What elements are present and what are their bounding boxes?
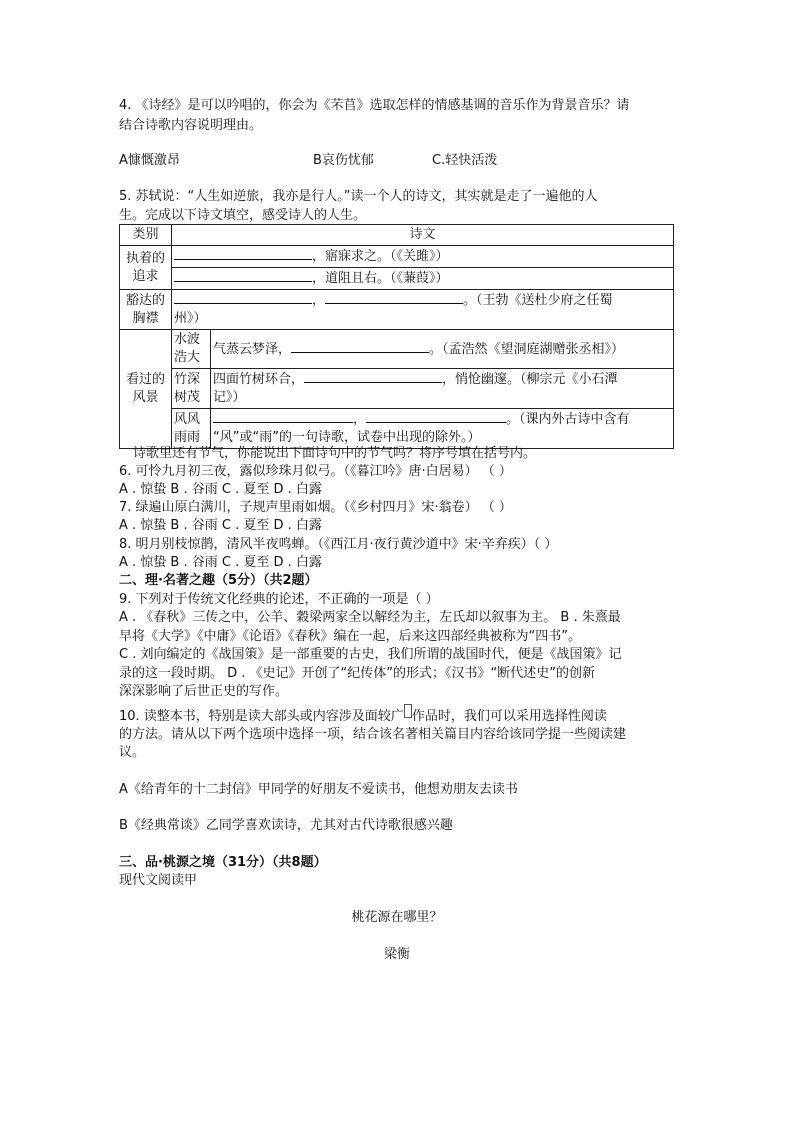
blank-7[interactable] xyxy=(213,410,353,423)
q4-line2: 结合诗歌内容说明理由。 xyxy=(119,118,263,133)
q10-line3: 议。 xyxy=(119,745,146,760)
q10-line1 xyxy=(119,708,607,726)
q9-line4: 录的这一段时期。 D . 《史记》开创了“纪传体”的形式；《汉书》“断代述史”的创新 xyxy=(119,666,595,681)
article-author: 梁衡 xyxy=(383,947,410,962)
blank-5[interactable] xyxy=(291,340,429,353)
broadmind-comma: ， xyxy=(312,293,326,308)
q4-line1: 4. 《诗经》是可以吟唱的，你会为《芣苢》选取怎样的情感基调的音乐作为背景音乐？请 xyxy=(119,98,630,113)
article-title: 桃花源在哪里？ xyxy=(351,910,443,925)
q9-line1: A . 《春秋》三传之中，公羊、穀梁两家全以解经为主，左氏却以叙事为主。 B . 朱熹最 xyxy=(119,610,621,625)
broadmind-source: 。（王勃《送杜少府之任蜀 xyxy=(463,293,613,308)
broadmind-cell xyxy=(172,290,674,330)
header-poem: 诗文 xyxy=(172,225,674,246)
q10-line1a: 10. 读整本书，特别是读大部头或内容涉及面较广 xyxy=(119,709,404,724)
q10-option-a: A《给青年的十二封信》甲同学的好朋友不爱读书，他想劝朋友去读书 xyxy=(119,782,518,797)
q9-line3: C . 刘向编定的《战国策》是一部重要的古史，我们所谓的战国时代，便是《战国策》记 xyxy=(119,647,622,662)
pursuit-text1: ，寤寐求之。（《关雎》） xyxy=(312,249,449,264)
windrain-note: 。（课内外古诗中含有 xyxy=(506,412,630,427)
solar-intro: 诗歌里还有节气，你能说出下面诗句中的节气吗？将序号填在括号内。 xyxy=(133,446,537,461)
q6-text: 6. 可怜九月初三夜，露似珍珠月似弓。（《暮江吟》唐·白居易） （ ） xyxy=(119,464,512,479)
pursuit-line1 xyxy=(172,246,674,268)
q4-option-b: B哀伤忧郁 xyxy=(313,153,374,168)
section2-title: 二、理·名著之趣（5分）（共2题） xyxy=(119,573,318,588)
q8-options: A . 惊蛰 B . 谷雨 C . 夏至 D . 白露 xyxy=(119,555,322,570)
category-broadmind xyxy=(120,290,172,330)
q7-options: A . 惊蛰 B . 谷雨 C . 夏至 D . 白露 xyxy=(119,518,322,533)
q10-line1b: 作品时，我们可以采用选择性阅读 xyxy=(411,709,607,724)
category-scenery xyxy=(120,330,172,449)
windrain-note-cont: “风”或“雨”的一句诗歌，试卷中出现的除外。） xyxy=(213,430,481,445)
blank-4[interactable] xyxy=(325,291,463,304)
pursuit-line2 xyxy=(172,268,674,290)
water-pre: 气蒸云梦泽， xyxy=(213,341,292,357)
sub-windrain-b: 雨雨 xyxy=(174,429,201,445)
missing-glyph-icon xyxy=(404,704,412,718)
bamboo-cell xyxy=(211,369,674,409)
sub-windrain xyxy=(172,409,211,449)
q4-option-c: C.轻快活泼 xyxy=(432,153,498,168)
windrain-comma: ， xyxy=(353,412,367,427)
poem-table xyxy=(119,224,674,449)
q5-line2: 生。完成以下诗文填空，感受诗人的人生。 xyxy=(119,208,367,223)
category-scenery-b: 风景 xyxy=(132,390,159,405)
blank-3[interactable] xyxy=(174,291,312,304)
q7-text: 7. 绿遍山原白满川，子规声里雨如烟。（《乡村四月》宋·翁卷） （ ） xyxy=(119,500,512,515)
windrain-cell xyxy=(211,409,674,449)
sub-water-a: 水波 xyxy=(174,332,201,347)
q4-option-a: A慷慨激昂 xyxy=(119,153,180,168)
bamboo-pre: 四面竹树环合， xyxy=(213,372,305,387)
water-cell xyxy=(211,330,674,369)
q10-option-b: B《经典常谈》乙同学喜欢读诗，尤其对古代诗歌很感兴趣 xyxy=(119,818,453,833)
section3-title: 三、品·桃源之境（31分）（共8题） xyxy=(119,855,327,870)
sub-bamboo-a: 竹深 xyxy=(174,371,201,387)
q8-text: 8. 明月别枝惊鹊，清风半夜鸣蝉。（《西江月·夜行黄沙道中》宋·辛弃疾）（ ） xyxy=(119,537,558,552)
category-broadmind-b: 胸襟 xyxy=(132,310,159,326)
category-scenery-a: 看过的 xyxy=(125,372,165,387)
broadmind-source-cont: 州》） xyxy=(174,311,207,326)
sub-bamboo-b: 树茂 xyxy=(174,389,201,405)
category-pursuit-a: 执着的 xyxy=(125,250,165,266)
bamboo-source-cont: 记》） xyxy=(213,390,246,405)
q9-text: 9. 下列对于传统文化经典的论述，不正确的一项是（ ） xyxy=(119,592,439,607)
blank-6[interactable] xyxy=(304,370,442,383)
q6-options: A . 惊蛰 B . 谷雨 C . 夏至 D . 白露 xyxy=(119,482,322,497)
water-source: 。（孟浩然《望洞庭湖赠张丞相》） xyxy=(429,341,625,357)
pursuit-text2: ，道阻且右。（《蒹葭》） xyxy=(312,271,449,286)
sub-water xyxy=(172,330,211,369)
blank-1[interactable] xyxy=(174,247,312,260)
bamboo-source: ，悄怆幽邃。（柳宗元《小石潭 xyxy=(442,372,618,387)
category-pursuit xyxy=(120,246,172,290)
category-broadmind-a: 豁达的 xyxy=(125,292,165,308)
section3-subtitle: 现代文阅读甲 xyxy=(119,873,198,888)
sub-windrain-a: 风风 xyxy=(174,411,201,427)
sub-bamboo xyxy=(172,369,211,409)
q9-line5: 深深影响了后世正史的写作。 xyxy=(119,684,289,699)
category-pursuit-b: 追求 xyxy=(132,268,159,284)
q5-line1: 5. 苏轼说：“人生如逆旅，我亦是行人。”读一个人的诗文，其实就是走了一遍他的人 xyxy=(119,189,598,204)
sub-water-b: 浩大 xyxy=(174,350,201,365)
q10-line2: 的方法。请从以下两个选项中选择一项，结合该名著相关篇目内容给该同学提一些阅读建 xyxy=(119,727,627,742)
q9-line2: 早将《大学》《中庸》《论语》《春秋》编在一起，后来这四部经典被称为“四书”。 xyxy=(119,629,581,644)
blank-8[interactable] xyxy=(366,410,506,423)
blank-2[interactable] xyxy=(174,269,312,282)
header-category: 类别 xyxy=(120,225,172,246)
